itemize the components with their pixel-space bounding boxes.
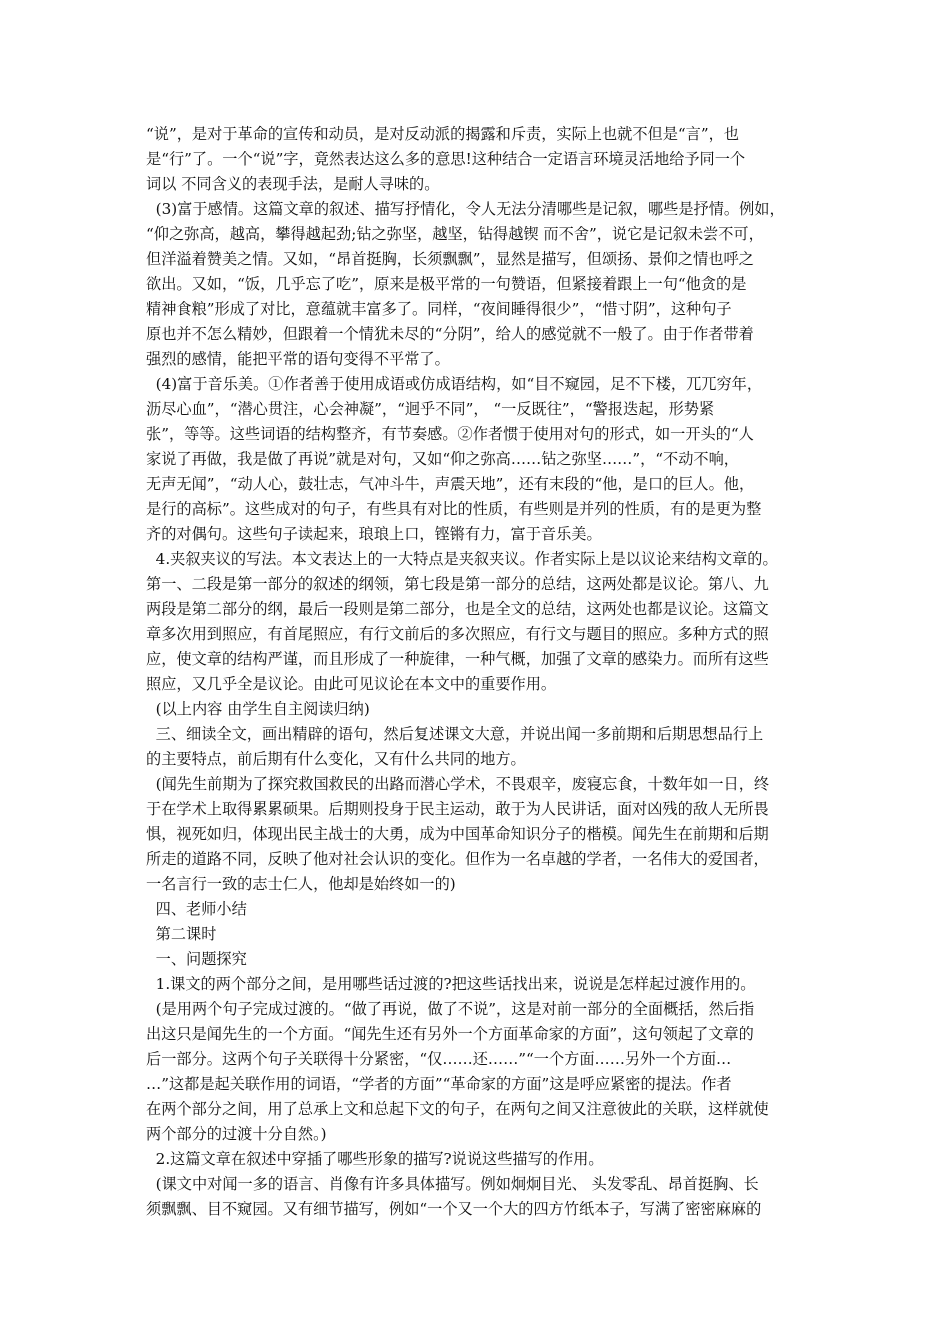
text-line: 词以 不同含义的表现手法，是耐人寻味的。 (146, 175, 440, 193)
text-line: 一、问题探究 (146, 950, 247, 968)
text-line: 原也并不怎么精妙，但跟着一个情犹未尽的“分阴”，给人的感觉就不一般了。由于作者带着 (146, 325, 754, 343)
text-line: 是“行”了。一个“说”字，竟然表达这么多的意思!这种结合一定语言环境灵活地给予同一个 (146, 150, 746, 168)
text-line: 在两个部分之间，用了总承上文和总起下文的句子，在两句之间又注意彼此的关联，这样就使 (146, 1100, 769, 1118)
text-line: 所走的道路不同，反映了他对社会认识的变化。但作为一名卓越的学者，一名伟大的爱国者， (146, 850, 769, 868)
text-line: 章多次用到照应，有首尾照应，有行文前后的多次照应，有行文与题目的照应。多种方式的照 (146, 625, 769, 643)
text-line: 后一部分。这两个句子关联得十分紧密，“仅……还……”“一个方面……另外一个方面… (146, 1050, 732, 1068)
text-line: 第二课时 (146, 925, 217, 943)
text-line: (3)富于感情。这篇文章的叙述、描写抒情化，令人无法分清哪些是记叙，哪些是抒情。例如， (146, 200, 785, 218)
text-line: 强烈的感情，能把平常的语句变得不平常了。 (146, 350, 450, 368)
text-line: (是用两个句子完成过渡的。“做了再说，做了不说”，这是对前一部分的全面概括，然后指 (146, 1000, 755, 1018)
text-line: (4)富于音乐美。①作者善于使用成语或仿成语结构，如“目不窥园，足不下楼，兀兀穷年， (146, 375, 763, 393)
text-line: 欲出。又如，“饭，几乎忘了吃”，原来是极平常的一句赞语，但紧接着跟上一句“他贪的是 (146, 275, 747, 293)
text-line: “仰之弥高，越高，攀得越起劲;钻之弥坚，越坚，钻得越锲 而不舍”，说它是记叙未尝不可， (146, 225, 764, 243)
text-line: (课文中对闻一多的语言、肖像有许多具体描写。例如炯炯目光、 头发零乱、昂首挺胸、长 (146, 1175, 759, 1193)
document-page (146, 122, 812, 1222)
text-line: 于在学术上取得累累硕果。后期则投身于民主运动，敢于为人民讲话，面对凶残的敌人无所畏 (146, 800, 769, 818)
text-line: 但洋溢着赞美之情。又如，“昂首挺胸，长须飘飘”，显然是描写，但颂扬、景仰之情也呼之 (146, 250, 754, 268)
text-line: 两段是第二部分的纲，最后一段则是第二部分，也是全文的总结，这两处也都是议论。这篇文 (146, 600, 769, 618)
text-line: 第一、二段是第一部分的叙述的纲领，第七段是第一部分的总结，这两处都是议论。第八、九 (146, 575, 769, 593)
text-line: 1.课文的两个部分之间，是用哪些话过渡的?把这些话找出来，说说是怎样起过渡作用的。 (146, 975, 756, 993)
text-line: 齐的对偶句。这些句子读起来，琅琅上口，铿锵有力，富于音乐美。 (146, 525, 602, 543)
text-line: 出这只是闻先生的一个方面。“闻先生还有另外一个方面革命家的方面”，这句领起了文章的 (146, 1025, 754, 1043)
text-line: 4.夹叙夹议的写法。本文表达上的一大特点是夹叙夹议。作者实际上是以议论来结构文章的。 (146, 550, 778, 568)
text-line: 三、细读全文，画出精辟的语句，然后复述课文大意，并说出闻一多前期和后期思想品行上 (146, 725, 764, 743)
text-line: …”这都是起关联作用的词语，“学者的方面”“革命家的方面”这是呼应紧密的提法。作者 (146, 1075, 732, 1093)
text-line: 四、老师小结 (146, 900, 247, 918)
text-line: 沥尽心血”，“潜心贯注，心会神凝”，“迥乎不同”， “一反既往”，“警报迭起，形势紧 (146, 400, 715, 418)
text-line: “说”，是对于革命的宣传和动员，是对反动派的揭露和斥责，实际上也就不但是“言”，也 (146, 125, 739, 143)
text-line: 2.这篇文章在叙述中穿插了哪些形象的描写?说说这些描写的作用。 (146, 1150, 604, 1168)
text-line: 是行的高标”。这些成对的句子，有些具有对比的性质，有些则是并列的性质，有的是更为整 (146, 500, 762, 518)
text-line: 须飘飘、目不窥园。又有细节描写，例如“一个又一个大的四方竹纸本子，写满了密密麻麻的 (146, 1200, 762, 1218)
text-line: 一名言行一致的志士仁人，他却是始终如一的) (146, 875, 456, 893)
text-line: 照应，又几乎全是议论。由此可见议论在本文中的重要作用。 (146, 675, 557, 693)
text-line: 精神食粮”形成了对比，意蕴就丰富多了。同样，“夜间睡得很少”，“惜寸阴”，这种句子 (146, 300, 732, 318)
text-line: 家说了再做，我是做了再说”就是对句，又如“仰之弥高……钻之弥坚……”，“不动不响， (146, 450, 739, 468)
text-line: 无声无闻”，“动人心，鼓壮志，气冲斗牛，声震天地”，还有末段的“他，是口的巨人。他， (146, 475, 755, 493)
text-line: (闻先生前期为了探究救国救民的出路而潜心学术，不畏艰辛，废寝忘食，十数年如一日，终 (146, 775, 770, 793)
text-line: 惧，视死如归，体现出民主战士的大勇，成为中国革命知识分子的楷模。闻先生在前期和后期 (146, 825, 769, 843)
text-line: 两个部分的过渡十分自然。) (146, 1125, 327, 1143)
text-line: 应，使文章的结构严谨，而且形成了一种旋律，一种气概，加强了文章的感染力。而所有这些 (146, 650, 769, 668)
text-line: 张”，等等。这些词语的结构整齐，有节奏感。②作者惯于使用对句的形式，如一开头的“人 (146, 425, 754, 443)
text-line: (以上内容 由学生自主阅读归纳) (146, 700, 370, 718)
text-line: 的主要特点，前后期有什么变化，又有什么共同的地方。 (146, 750, 526, 768)
